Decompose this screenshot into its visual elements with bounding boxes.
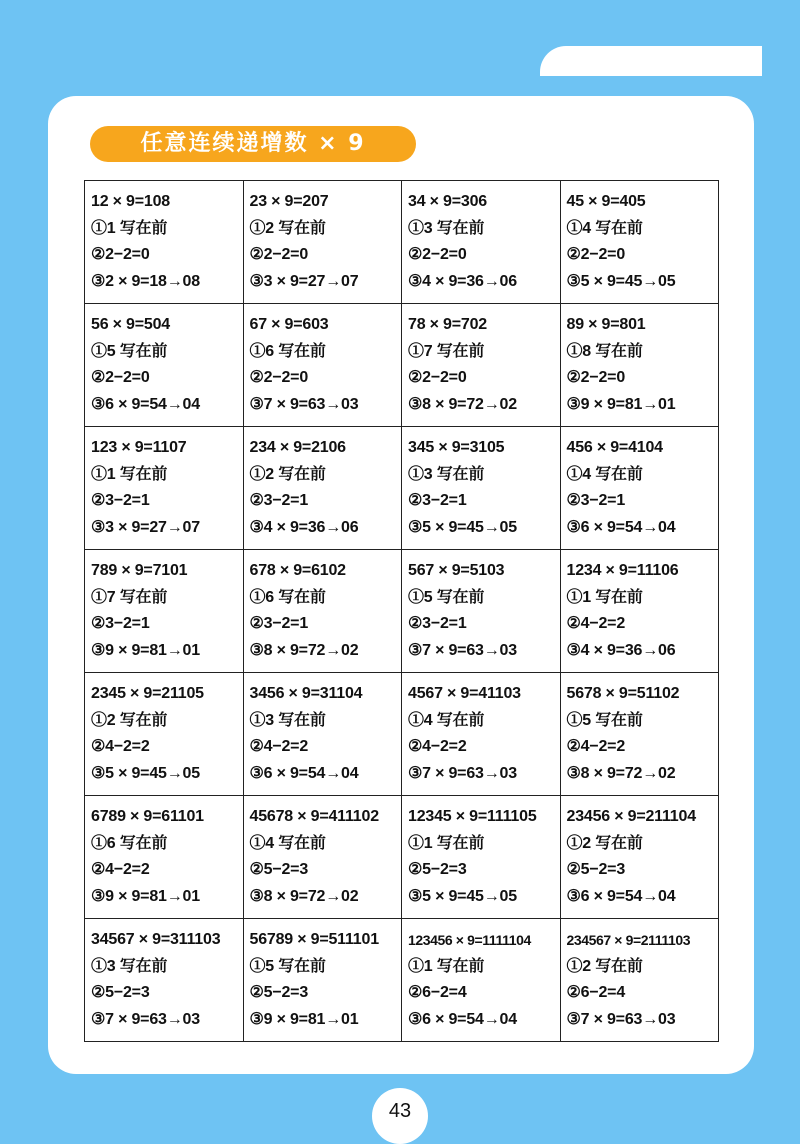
equation: 345 × 9=3105	[408, 439, 505, 456]
step-two: ②2−2=0	[91, 369, 150, 386]
step-three: ③3 × 9=27→07	[91, 518, 200, 536]
equation: 5678 × 9=51102	[566, 685, 680, 702]
grid-row	[85, 427, 719, 550]
step-three: ③5 × 9=45→05	[566, 272, 676, 290]
equation: 123456 × 9=1111104	[408, 932, 531, 948]
grid-cell	[243, 673, 402, 796]
step-two: ②2−2=0	[249, 369, 309, 386]
grid-row	[85, 673, 719, 796]
grid-cell	[402, 181, 561, 304]
grid-cell	[243, 181, 402, 304]
grid-cell	[85, 550, 244, 673]
step-two: ②5−2=3	[566, 861, 626, 878]
step-two: ②5−2=3	[408, 861, 467, 878]
step-three: ③6 × 9=54→04	[249, 764, 359, 782]
step-two: ②2−2=0	[408, 246, 467, 263]
step-one: ①5 写在前	[566, 711, 643, 729]
equation: 78 × 9=702	[408, 316, 487, 333]
grid-row	[85, 304, 719, 427]
step-one: ①1 写在前	[566, 588, 643, 606]
step-two: ②5−2=3	[249, 861, 309, 878]
page-title: 任意连续递增数 × 9	[90, 126, 416, 162]
step-one: ①8 写在前	[566, 342, 643, 360]
equation: 6789 × 9=61101	[91, 808, 204, 825]
step-two: ②6−2=4	[566, 984, 626, 1001]
equation: 789 × 9=7101	[91, 562, 188, 579]
step-one: ①1 写在前	[91, 465, 168, 483]
step-three: ③8 × 9=72→02	[249, 641, 359, 659]
step-two: ②6−2=4	[408, 984, 467, 1001]
step-one: ①1 写在前	[408, 834, 485, 852]
step-two: ②4−2=2	[91, 738, 150, 755]
step-one: ①2 写在前	[566, 957, 643, 975]
equation: 67 × 9=603	[249, 316, 329, 333]
step-one: ①2 写在前	[249, 465, 326, 483]
equation: 34567 × 9=311103	[91, 931, 221, 948]
equation: 89 × 9=801	[566, 316, 646, 333]
step-three: ③2 × 9=18→08	[91, 272, 200, 290]
step-one: ①7 写在前	[408, 342, 485, 360]
step-one: ①3 写在前	[408, 219, 485, 237]
step-two: ②2−2=0	[91, 246, 150, 263]
step-three: ③5 × 9=45→05	[408, 518, 517, 536]
step-three: ③5 × 9=45→05	[91, 764, 200, 782]
equation: 234567 × 9=2111103	[566, 932, 691, 948]
page-number-badge	[372, 1088, 428, 1144]
equation: 678 × 9=6102	[249, 562, 346, 579]
step-two: ②3−2=1	[249, 615, 309, 632]
step-two: ②2−2=0	[249, 246, 309, 263]
step-one: ①3 写在前	[408, 465, 485, 483]
content-card	[48, 96, 754, 1074]
grid-cell	[402, 550, 561, 673]
grid-cell	[560, 919, 719, 1042]
step-two: ②5−2=3	[249, 984, 309, 1001]
grid-cell	[560, 550, 719, 673]
equation: 3456 × 9=31104	[249, 685, 363, 702]
step-two: ②2−2=0	[408, 369, 467, 386]
grid-cell	[243, 427, 402, 550]
equation: 12345 × 9=111105	[408, 808, 537, 825]
step-two: ②4−2=2	[91, 861, 150, 878]
step-three: ③9 × 9=81→01	[91, 641, 200, 659]
equation: 1234 × 9=11106	[566, 562, 679, 579]
equation: 45 × 9=405	[566, 193, 646, 210]
step-two: ②3−2=1	[91, 615, 150, 632]
step-three: ③7 × 9=63→03	[249, 395, 359, 413]
grid-cell	[560, 673, 719, 796]
step-three: ③8 × 9=72→02	[408, 395, 517, 413]
step-three: ③9 × 9=81→01	[249, 1010, 359, 1028]
step-one: ①1 写在前	[91, 219, 168, 237]
grid-cell	[402, 796, 561, 919]
page-number: 43	[388, 1100, 412, 1122]
grid-cell	[402, 304, 561, 427]
step-one: ①4 写在前	[566, 465, 643, 483]
equation: 234 × 9=2106	[249, 439, 346, 456]
equation: 567 × 9=5103	[408, 562, 505, 579]
step-three: ③9 × 9=81→01	[91, 887, 200, 905]
step-one: ①1 写在前	[408, 957, 485, 975]
grid-cell	[560, 181, 719, 304]
equation: 23 × 9=207	[249, 193, 329, 210]
grid-row	[85, 796, 719, 919]
step-one: ①2 写在前	[566, 834, 643, 852]
grid-cell	[85, 304, 244, 427]
step-one: ①5 写在前	[91, 342, 168, 360]
step-one: ①6 写在前	[91, 834, 168, 852]
step-three: ③6 × 9=54→04	[566, 518, 676, 536]
step-two: ②4−2=2	[249, 738, 309, 755]
step-three: ③9 × 9=81→01	[566, 395, 676, 413]
grid-row	[85, 550, 719, 673]
grid-cell	[243, 550, 402, 673]
equation: 123 × 9=1107	[91, 439, 187, 456]
step-three: ③7 × 9=63→03	[91, 1010, 200, 1028]
step-two: ②5−2=3	[91, 984, 150, 1001]
grid-cell	[560, 304, 719, 427]
equation: 12 × 9=108	[91, 193, 170, 210]
step-three: ③8 × 9=72→02	[249, 887, 359, 905]
step-three: ③6 × 9=54→04	[566, 887, 676, 905]
grid-cell	[402, 427, 561, 550]
step-one: ①6 写在前	[249, 588, 326, 606]
grid-cell	[402, 919, 561, 1042]
step-three: ③7 × 9=63→03	[408, 764, 517, 782]
step-one: ①2 写在前	[91, 711, 168, 729]
step-one: ①2 写在前	[249, 219, 326, 237]
step-one: ①5 写在前	[408, 588, 485, 606]
step-one: ①4 写在前	[408, 711, 485, 729]
equation: 2345 × 9=21105	[91, 685, 204, 702]
grid-row	[85, 181, 719, 304]
equation: 23456 × 9=211104	[566, 808, 696, 825]
step-three: ③7 × 9=63→03	[566, 1010, 676, 1028]
grid-cell	[85, 673, 244, 796]
step-two: ②3−2=1	[249, 492, 309, 509]
step-two: ②3−2=1	[408, 615, 467, 632]
equation: 56 × 9=504	[91, 316, 170, 333]
step-three: ③5 × 9=45→05	[408, 887, 517, 905]
step-two: ②4−2=2	[566, 738, 626, 755]
grid-cell	[560, 796, 719, 919]
step-one: ①4 写在前	[249, 834, 326, 852]
equation: 34 × 9=306	[408, 193, 487, 210]
step-two: ②3−2=1	[408, 492, 467, 509]
grid-cell	[85, 181, 244, 304]
multiplication-grid	[84, 180, 719, 1042]
grid-cell	[243, 304, 402, 427]
step-one: ①5 写在前	[249, 957, 326, 975]
step-three: ③4 × 9=36→06	[408, 272, 517, 290]
equation: 4567 × 9=41103	[408, 685, 521, 702]
step-one: ①3 写在前	[91, 957, 168, 975]
step-three: ③7 × 9=63→03	[408, 641, 517, 659]
step-three: ③4 × 9=36→06	[249, 518, 359, 536]
step-three: ③6 × 9=54→04	[408, 1010, 517, 1028]
step-three: ③6 × 9=54→04	[91, 395, 200, 413]
grid-row	[85, 919, 719, 1042]
equation: 56789 × 9=511101	[249, 931, 379, 948]
step-two: ②4−2=2	[408, 738, 467, 755]
step-one: ①4 写在前	[566, 219, 643, 237]
grid-cell	[85, 427, 244, 550]
step-three: ③3 × 9=27→07	[249, 272, 359, 290]
step-one: ①3 写在前	[249, 711, 326, 729]
step-three: ③4 × 9=36→06	[566, 641, 676, 659]
grid-cell	[243, 919, 402, 1042]
step-one: ①6 写在前	[249, 342, 326, 360]
step-two: ②2−2=0	[566, 369, 626, 386]
step-two: ②3−2=1	[91, 492, 150, 509]
grid-cell	[243, 796, 402, 919]
step-three: ③8 × 9=72→02	[566, 764, 676, 782]
step-two: ②3−2=1	[566, 492, 626, 509]
equation: 456 × 9=4104	[566, 439, 663, 456]
grid-cell	[402, 673, 561, 796]
grid-cell	[85, 919, 244, 1042]
step-two: ②4−2=2	[566, 615, 626, 632]
top-tab-decoration	[540, 46, 762, 76]
grid-cell	[560, 427, 719, 550]
step-one: ①7 写在前	[91, 588, 168, 606]
equation: 45678 × 9=411102	[249, 808, 379, 825]
grid-cell	[85, 796, 244, 919]
step-two: ②2−2=0	[566, 246, 626, 263]
